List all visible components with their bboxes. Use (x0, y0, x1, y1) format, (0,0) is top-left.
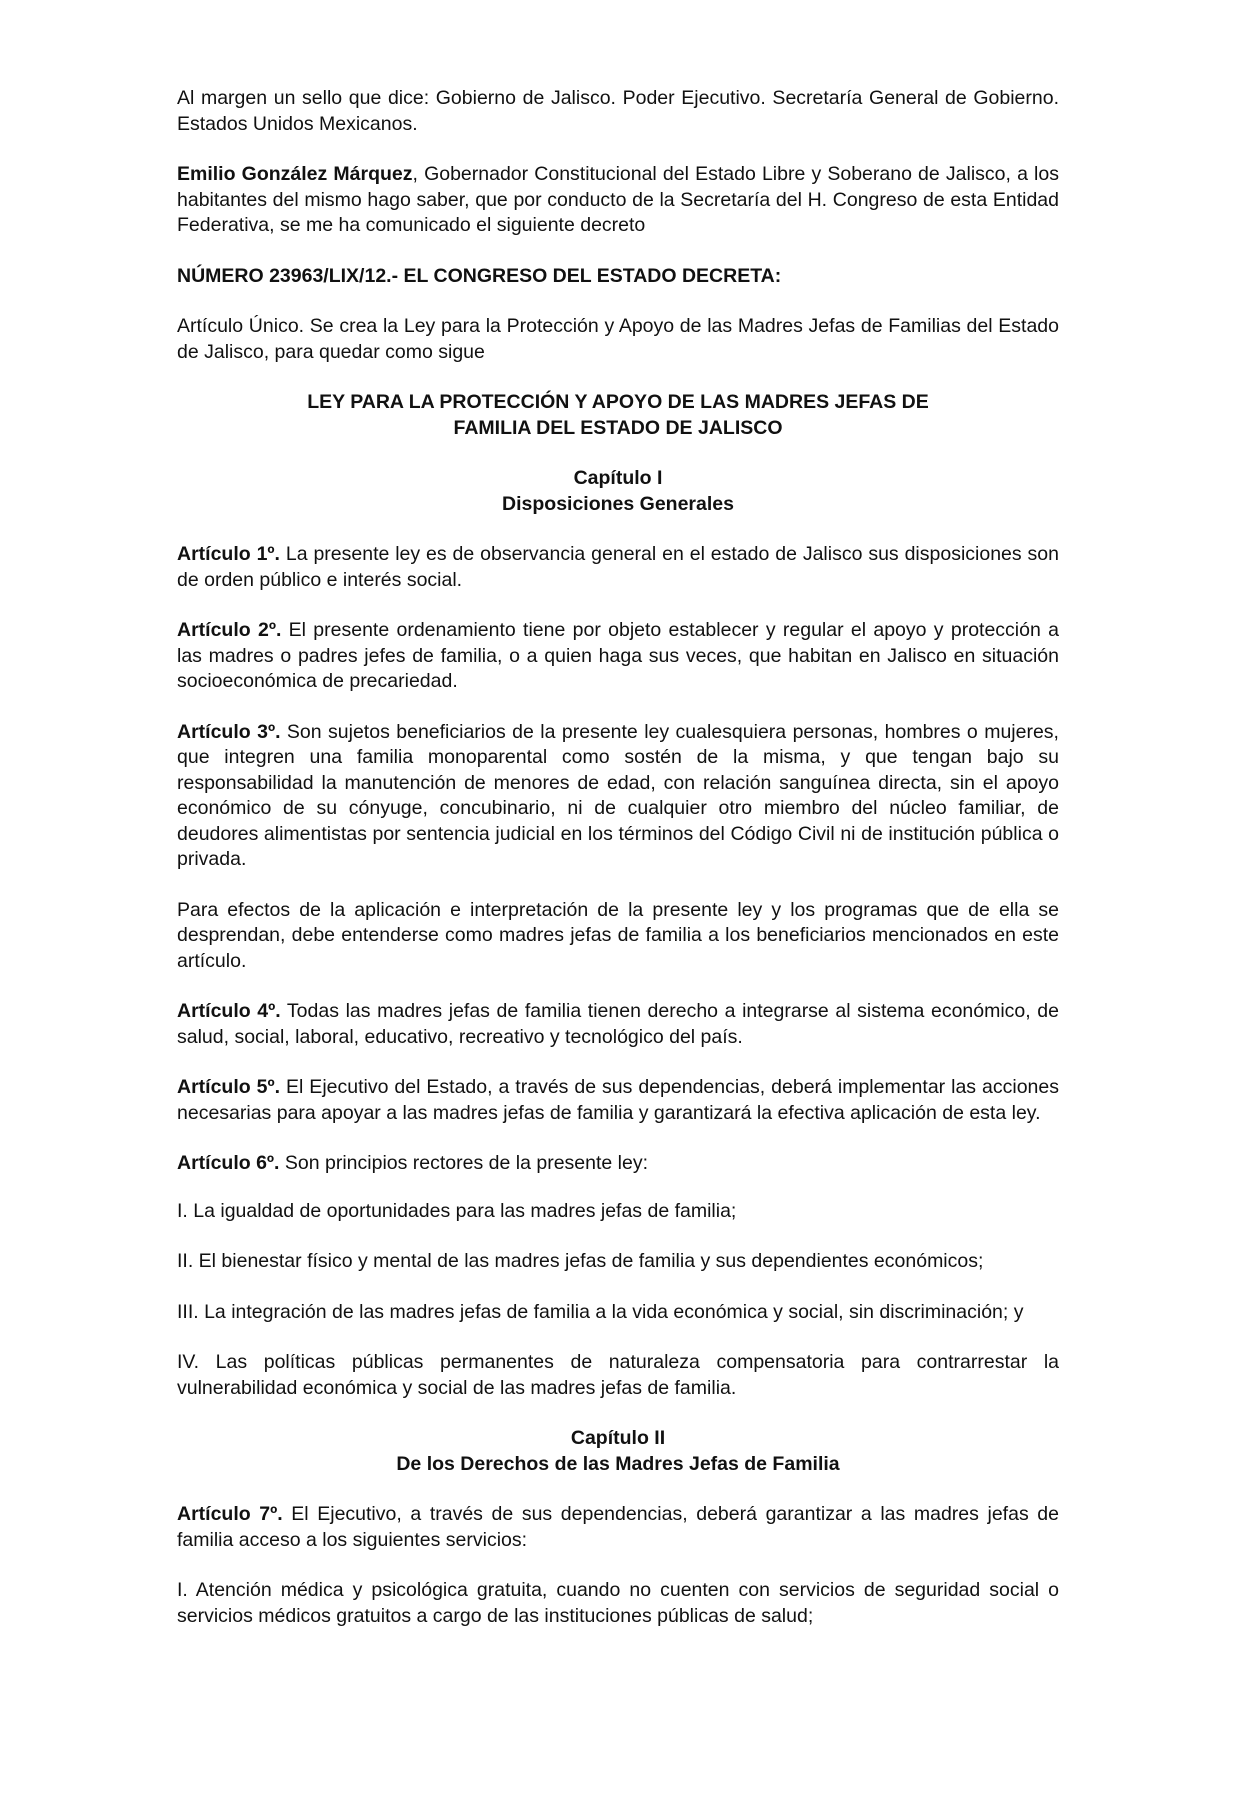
article-4 (177, 999, 1059, 1050)
governor-paragraph (177, 162, 1059, 239)
document-page (177, 86, 1059, 1654)
article-3-label: Artículo 3º. (177, 720, 281, 743)
article-6 (177, 1151, 1059, 1177)
decree-number: NÚMERO 23963/LIX/12.- EL CONGRESO DEL ESTADO DECRETA: (177, 264, 782, 287)
list-item: I. Atención médica y psicológica gratuita, cuando no cuenten con servicios de seguridad social o servicios médicos gratuitos a cargo de las instituciones públicas de salud; (177, 1579, 1059, 1627)
article-1-text: La presente ley es de observancia general en el estado de Jalisco sus disposiciones son de orden público e interés social. (177, 543, 1059, 591)
article-7-label: Artículo 7º. (177, 1503, 283, 1525)
article-5 (177, 1075, 1059, 1126)
chapter-1-heading (177, 466, 1059, 517)
governor-text: , Gobernador Constitucional del Estado Libre y Soberano de Jalisco, a los habitantes del mismo hago saber, que por conducto de la Secretaría del H. Congreso de esta Entidad Federativa, se me ha comunicado el siguiente decreto (177, 163, 1059, 236)
seal-paragraph: Al margen un sello que dice: Gobierno de Jalisco. Poder Ejecutivo. Secretaría General de Gobierno. Estados Unidos Mexicanos. (177, 87, 1059, 135)
article-6-text: Son principios rectores de la presente ley: (279, 1152, 649, 1174)
article-7-text: El Ejecutivo, a través de sus dependencias, deberá garantizar a las madres jefas de familia acceso a los siguientes servicios: (177, 1503, 1059, 1551)
article-5-label: Artículo 5º. (177, 1076, 281, 1098)
list-item: III. La integración de las madres jefas de familia a la vida económica y social, sin discriminación; y (177, 1300, 1024, 1323)
article-2-text: El presente ordenamiento tiene por objeto establecer y regular el apoyo y protección a las madres o padres jefes de familia, o a quien haga sus veces, que habitan en Jalisco en situación socioeconómica de precariedad. (177, 619, 1059, 692)
article-4-label: Artículo 4º. (177, 1000, 281, 1022)
article-5-text: El Ejecutivo del Estado, a través de sus dependencias, deberá implementar las acciones necesarias para apoyar a las madres jefas de familia y garantizará la efectiva aplicación de esta ley. (177, 1076, 1059, 1124)
article-2 (177, 618, 1059, 695)
chapter-2-name: De los Derechos de las Madres Jefas de Familia (396, 1452, 840, 1475)
article-3-text: Son sujetos beneficiarios de la presente ley cualesquiera personas, hombres o mujeres, que integren una familia monoparental como sostén de la misma, y que tengan bajo su responsabilidad la manutención de menores de edad, con relación sanguínea directa, sin el apoyo económico de su cónyuge, concubinario, ni de cualquier otro miembro del núcleo familiar, de deudores alimentistas por sentencia judicial en los términos del Código Civil ni de institución pública o privada. (177, 720, 1059, 870)
article-2-label: Artículo 2º. (177, 619, 282, 641)
article-3 (177, 720, 1059, 873)
chapter-1-label: Capítulo I (573, 467, 663, 489)
chapter-2-heading (177, 1426, 1059, 1477)
list-item: IV. Las políticas públicas permanentes de naturaleza compensatoria para contrarrestar la vulnerabilidad económica y social de las madres jefas de familia. (177, 1351, 1059, 1399)
chapter-1-name: Disposiciones Generales (502, 492, 734, 515)
article-unico: Artículo Único. Se crea la Ley para la Protección y Apoyo de las Madres Jefas de Familias del Estado de Jalisco, para quedar como sigue (177, 315, 1059, 363)
chapter-2-label: Capítulo II (570, 1427, 666, 1449)
article-7 (177, 1502, 1059, 1553)
article-6-label: Artículo 6º. (177, 1152, 280, 1174)
law-title-line-2: FAMILIA DEL ESTADO DE JALISCO (453, 416, 783, 439)
article-1 (177, 542, 1059, 593)
law-title-line-1: LEY PARA LA PROTECCIÓN Y APOYO DE LAS MADRES JEFAS DE (307, 391, 929, 413)
article-3-paragraph-2: Para efectos de la aplicación e interpretación de la presente ley y los programas que de ella se desprendan, debe entenderse como madres jefas de familia a los beneficiarios mencionados en este artículo. (177, 898, 1059, 972)
list-item: II. El bienestar físico y mental de las madres jefas de familia y sus dependientes económicos; (177, 1250, 984, 1272)
list-item: I. La igualdad de oportunidades para las madres jefas de familia; (177, 1199, 737, 1222)
governor-name: Emilio González Márquez (177, 163, 413, 185)
article-4-text: Todas las madres jefas de familia tienen derecho a integrarse al sistema económico, de salud, social, laboral, educativo, recreativo y tecnológico del país. (177, 1000, 1059, 1048)
article-1-label: Artículo 1º. (177, 543, 280, 565)
law-title (177, 390, 1059, 441)
